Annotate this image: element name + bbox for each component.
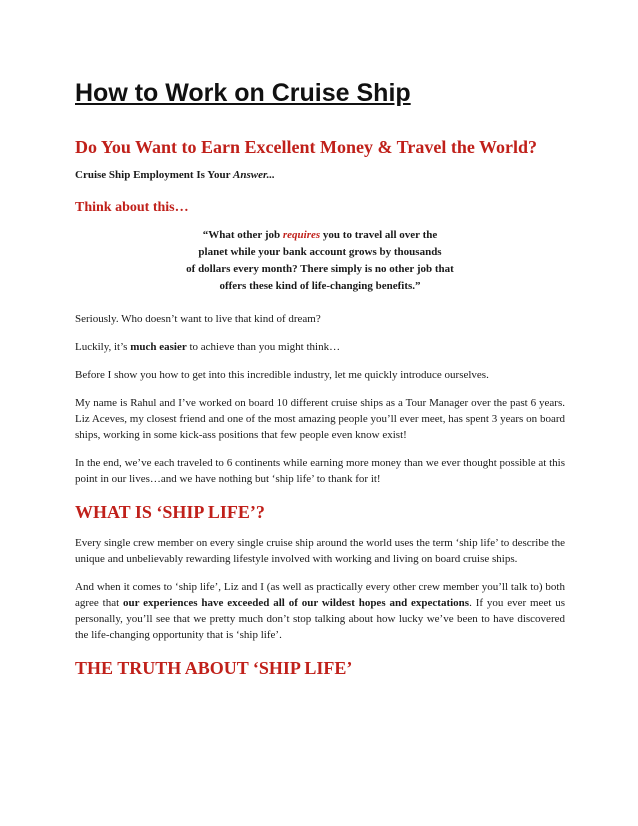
section-heading-ship-life: WHAT IS ‘SHIP LIFE’?: [75, 502, 265, 522]
subheading: Do You Want to Earn Excellent Money & Travel the World?: [75, 137, 537, 157]
paragraph-1: Seriously. Who doesn’t want to live that kind of dream?: [75, 313, 321, 325]
quote-line-3: of dollars every month? There simply is no other job that: [186, 263, 454, 275]
lead-italic: Answer...: [233, 169, 275, 181]
document-title: How to Work on Cruise Ship: [75, 79, 411, 107]
quote-line-1: [145, 227, 495, 244]
document-page: [75, 78, 565, 679]
section-heading-truth: THE TRUTH ABOUT ‘SHIP LIFE’: [75, 658, 353, 678]
paragraph-2-bold: much easier: [130, 341, 187, 353]
paragraph-2-post: to achieve than you might think…: [186, 341, 341, 353]
quote-line-1-pre: “What other job: [202, 229, 283, 241]
paragraph-2-pre: Luckily, it’s: [75, 341, 131, 353]
paragraph-7-pre: And when it comes to ‘ship life’, Liz and I (as well as practically every other crew member you’ll talk to) both agree that: [75, 581, 565, 609]
quote-line-1-post: you to travel all over the: [320, 229, 438, 241]
paragraph-2: [75, 339, 565, 355]
think-heading: Think about this…: [75, 200, 189, 215]
paragraph-6: Every single crew member on every single cruise ship around the world uses the term ‘ship life’ to describe the unique and unbelievably rewarding lifestyle involved with working and living on board cruise ships.: [75, 537, 565, 565]
lead-line: [75, 168, 565, 182]
paragraph-7: [75, 579, 565, 643]
paragraph-7-post: . If you ever meet us personally, you’ll see that we pretty much don’t stop talking about how lucky we’ve been to have discovered the life-changing opportunity that is ‘ship life’.: [75, 597, 566, 641]
paragraph-3: Before I show you how to get into this incredible industry, let me quickly introduce ourselves.: [75, 369, 489, 381]
quote-line-2: planet while your bank account grows by thousands: [198, 246, 442, 258]
quote-emphasis: requires: [282, 229, 321, 241]
lead-text: Cruise Ship Employment Is Your: [75, 169, 234, 181]
paragraph-5: In the end, we’ve each traveled to 6 continents while earning more money than we ever thought possible at this point in our lives…and we have nothing but ‘ship life’ to thank for it!: [75, 457, 565, 485]
quote-block: [75, 227, 565, 295]
paragraph-4: My name is Rahul and I’ve worked on board 10 different cruise ships as a Tour Manager over the past 6 years. Liz Aceves, my closest friend and one of the most amazing people you’ll ever meet, has spent 3 years on board ships, working in some kick-ass positions that few people even know exist!: [75, 397, 565, 441]
quote-line-4: offers these kind of life-changing benefits.”: [219, 280, 421, 292]
paragraph-7-bold: our experiences have exceeded all of our wildest hopes and expectations: [123, 597, 470, 609]
